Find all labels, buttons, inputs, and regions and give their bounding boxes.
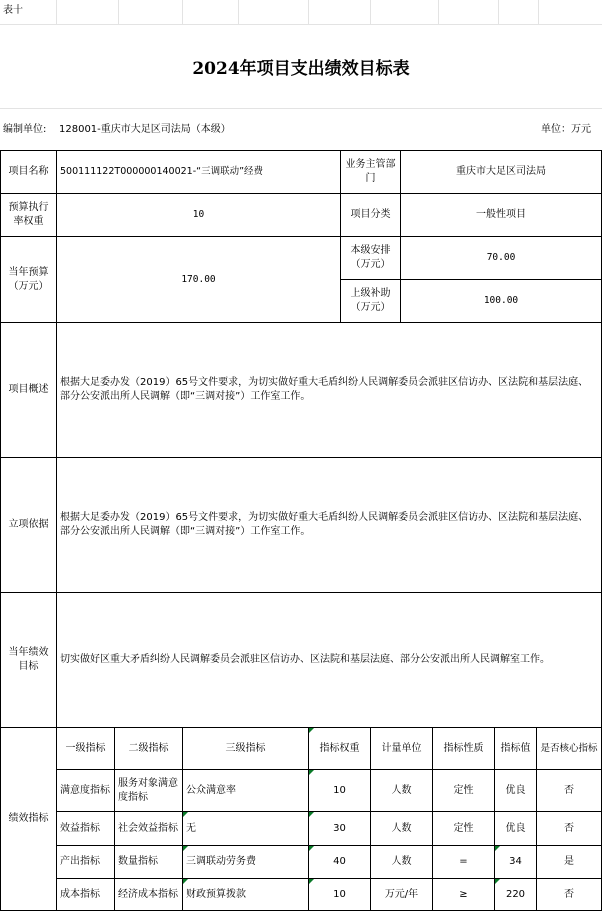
- header-nature: 指标性质: [443, 742, 484, 754]
- table-row-4-value: 220: [505, 888, 526, 900]
- weight-label: 预算执行率权重: [8, 202, 49, 227]
- budget-label: 当年预算（万元）: [8, 266, 49, 292]
- category-label: 项目分类: [350, 209, 391, 220]
- header-core: 是否核心指标: [540, 742, 598, 754]
- table-row-3-unit: 人数: [391, 856, 412, 867]
- table-row-4-level2: 经济成本指标: [118, 888, 178, 900]
- table-row-4-level1: 成本指标: [60, 888, 100, 900]
- header-level3: 三级指标: [225, 742, 266, 754]
- upper-funding-value: 100.00: [483, 295, 519, 306]
- page-title: 2024年项目支出绩效目标表: [192, 59, 410, 79]
- header-unit: 计量单位: [381, 742, 422, 754]
- table-row-4-level3: 财政预算拨款: [186, 888, 246, 900]
- project-name-value: 500111122T000000140021-“三调联动”经费: [60, 166, 264, 177]
- header-weight: 指标权重: [319, 742, 360, 754]
- dept-label: 业务主管部门: [345, 159, 396, 184]
- table-row-3-core: 是: [564, 856, 574, 867]
- project-name-label: 项目名称: [8, 166, 49, 177]
- header-level2: 二级指标: [128, 742, 169, 754]
- local-funding-label: 本级安排（万元）: [350, 245, 391, 270]
- local-funding-value: 70.00: [486, 252, 516, 263]
- table-row-1-value: 优良: [505, 784, 526, 796]
- table-row-3-weight: 40: [333, 856, 346, 867]
- table-row-2-unit: 人数: [391, 822, 412, 834]
- table-row-2-value: 优良: [505, 822, 526, 834]
- table-row-3-nature: =: [459, 856, 468, 867]
- table-row-4-weight: 10: [333, 888, 346, 900]
- header-value: 指标值: [500, 742, 531, 754]
- table-row-2-core: 否: [564, 822, 574, 834]
- table-row-2-level1: 效益指标: [60, 822, 100, 834]
- unit-value: 128001-重庆市大足区司法局（本级）: [59, 124, 231, 135]
- table-row-3-level2: 数量指标: [118, 856, 158, 867]
- table-row-1-nature: 定性: [453, 784, 474, 796]
- table-row-2-level3: 无: [186, 822, 196, 834]
- table-row-3-level3: 三调联动劳务费: [186, 856, 256, 867]
- table-row-1-level3: 公众满意率: [186, 784, 236, 796]
- table-row-2-level2: 社会效益指标: [118, 822, 178, 834]
- header-level1: 一级指标: [65, 742, 106, 754]
- sheet-label: 表十: [3, 5, 23, 16]
- table-row-1-unit: 人数: [391, 784, 412, 796]
- table-row-1-level2: 服务对象满意度指标: [118, 777, 178, 803]
- goal-label: 当年绩效目标: [8, 647, 49, 672]
- overview-text: 根据大足委办发（2019）65号文件要求，为切实做好重大毛盾纠纷人民调解委员会派驻区信访办、区法院和基层法庭、部分公安派出所人民调解（即“三调对接”）工作室工作。: [60, 377, 589, 402]
- weight-value: 10: [192, 209, 205, 220]
- table-row-1-level1: 满意度指标: [60, 784, 110, 796]
- table-row-4-unit: 万元/年: [384, 888, 419, 900]
- goal-text: 切实做好区重大矛盾纠纷人民调解委员会派驻区信访办、区法院和基层法庭、部分公安派出所人民调解室工作。: [60, 654, 550, 665]
- table-row-3-value: 34: [509, 856, 522, 867]
- basis-label: 立项依据: [8, 519, 49, 530]
- table-row-1-weight: 10: [333, 784, 346, 796]
- category-value: 一般性项目: [476, 209, 526, 220]
- overview-label: 项目概述: [8, 384, 49, 395]
- upper-funding-label: 上级补助（万元）: [350, 288, 391, 313]
- table-row-2-weight: 30: [333, 822, 346, 834]
- basis-text: 根据大足委办发（2019）65号文件要求，为切实做好重大毛盾纠纷人民调解委员会派驻区信访办、区法院和基层法庭、部分公安派出所人民调解（即“三调对接”）工作室工作。: [60, 512, 589, 537]
- table-row-3-level1: 产出指标: [60, 856, 100, 867]
- table-row-2-nature: 定性: [453, 822, 474, 834]
- dept-value: 重庆市大足区司法局: [456, 166, 546, 177]
- indicators-label: 绩效指标: [8, 813, 49, 824]
- unit-label: 编制单位:: [3, 124, 47, 135]
- table-row-4-nature: ≥: [459, 888, 468, 900]
- budget-value: 170.00: [181, 273, 216, 285]
- table-row-4-core: 否: [564, 888, 574, 900]
- table-row-1-core: 否: [564, 784, 574, 796]
- currency-unit: 单位：万元: [541, 124, 591, 135]
